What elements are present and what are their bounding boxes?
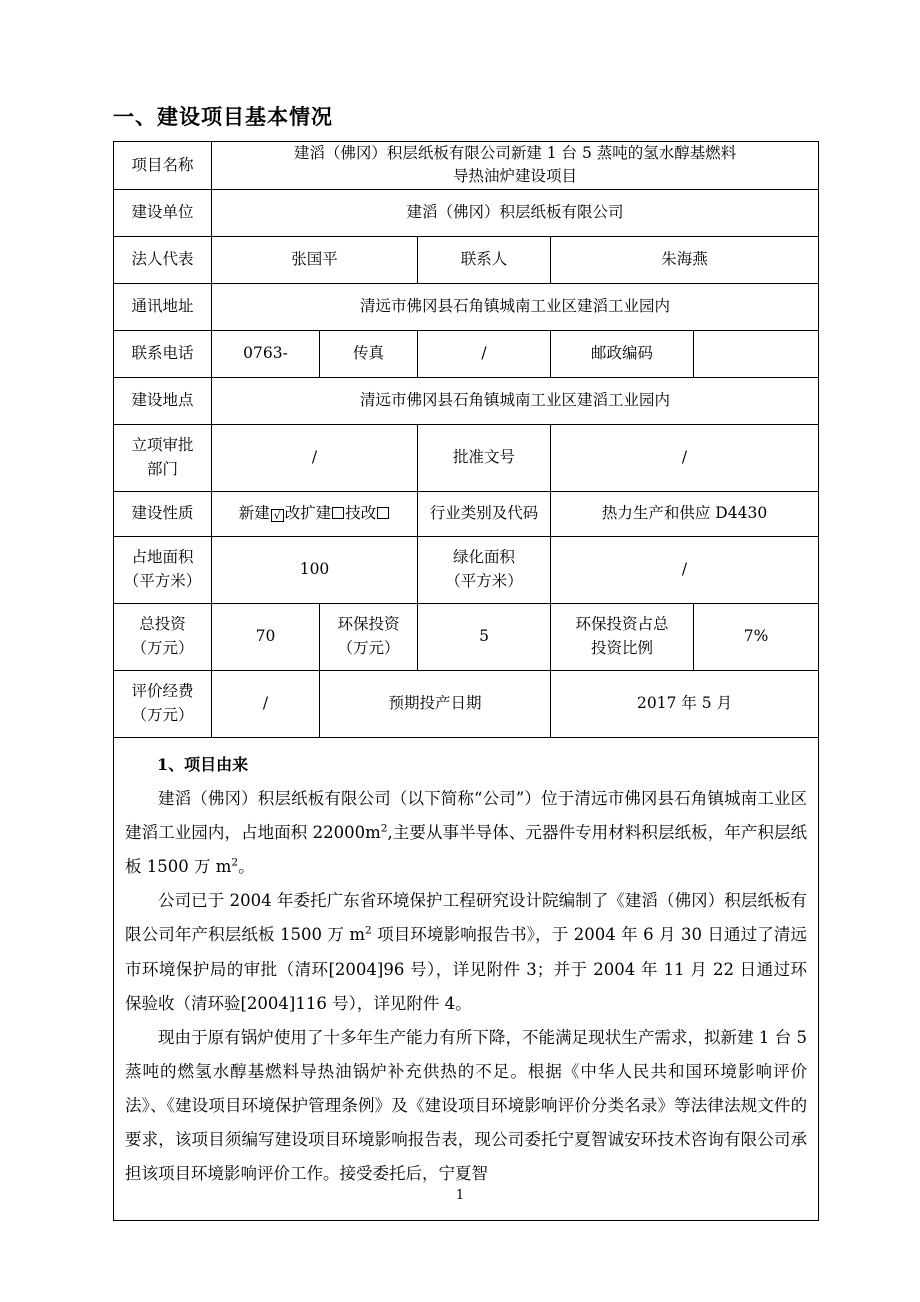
nature-option-new-label: 新建 — [238, 504, 270, 523]
label-env-investment-ratio — [551, 603, 694, 670]
value-construction-site: 清远市佛冈县石角镇城南工业区建滔工业园内 — [212, 377, 819, 424]
para2-part-b: 项目环境影响报告书》，于 2004 年 6 月 30 日通过了清远市环境保护局的审批（清环[2004]96 号），详见附件 3；并于 2004 年 11 月 22 日通过环保验收（清环验[2004]116 号），详见附件 4。 — [125, 925, 808, 1013]
approval-department-label-line2: 部门 — [146, 459, 178, 478]
env-ratio-label-line2: 投资比例 — [590, 638, 653, 657]
para1-part-b: ,主要从事半导体、元器件专用材料积层纸板，年产积层纸板 1500 万 m — [125, 823, 808, 877]
table-row-body-text — [114, 737, 819, 1220]
project-name-line2: 导热油炉建设项目 — [453, 167, 578, 186]
project-origin-section — [114, 737, 819, 1220]
total-investment-label-line1: 总投资 — [139, 615, 186, 634]
table-row-project-name — [114, 142, 819, 190]
env-investment-label-line2: （万元） — [337, 638, 400, 657]
label-green-area — [418, 536, 551, 603]
nature-option-techupgrade-checkbox[interactable] — [377, 507, 389, 519]
value-postcode — [694, 330, 819, 377]
land-area-label-line1: 占地面积 — [131, 548, 194, 567]
table-row-mailing-address — [114, 283, 819, 330]
evaluation-fee-label-line1: 评价经费 — [131, 682, 194, 701]
table-row-construction-nature — [114, 491, 819, 536]
value-approval-department: / — [212, 424, 418, 491]
project-origin-heading: 1、项目由来 — [157, 754, 249, 774]
value-legal-representative: 张国平 — [212, 236, 418, 283]
para1-sup-2: 2 — [231, 856, 239, 869]
value-production-date: 2017 年 5 月 — [551, 670, 819, 737]
project-name-line1: 建滔（佛冈）积层纸板有限公司新建 1 台 5 蒸吨的氢水醇基燃料 — [293, 144, 737, 162]
label-construction-site: 建设地点 — [114, 377, 212, 424]
table-row-legal-representative — [114, 236, 819, 283]
label-total-investment — [114, 603, 212, 670]
value-mailing-address: 清远市佛冈县石角镇城南工业区建滔工业园内 — [212, 283, 819, 330]
green-area-label-line2: （平方米） — [445, 571, 523, 590]
evaluation-fee-label-line2: （万元） — [131, 705, 194, 724]
label-fax: 传真 — [320, 330, 418, 377]
label-production-date: 预期投产日期 — [320, 670, 551, 737]
para1-part-a: 建滔（佛冈）积层纸板有限公司（以下简称“公司”）位于清远市佛冈县石角镇城南工业区建滔工业园内，占地面积 22000m — [125, 788, 808, 843]
para1-sup-1: 2 — [380, 822, 388, 835]
label-env-investment — [320, 603, 418, 670]
para1-part-c: 。 — [238, 857, 255, 877]
value-phone: 0763- — [212, 330, 320, 377]
total-investment-label-line2: （万元） — [131, 638, 194, 657]
approval-department-label-line1: 立项审批 — [131, 436, 194, 455]
value-construction-unit: 建滔（佛冈）积层纸板有限公司 — [212, 189, 819, 236]
label-approval-department — [114, 424, 212, 491]
nature-option-techupgrade-label: 技改 — [345, 504, 377, 523]
value-fax: / — [418, 330, 551, 377]
project-basic-info-table — [113, 141, 819, 1221]
value-total-investment: 70 — [212, 603, 320, 670]
green-area-label-line1: 绿化面积 — [452, 548, 515, 567]
land-area-label-line2: （平方米） — [123, 571, 202, 590]
label-evaluation-fee — [114, 670, 212, 737]
value-contact-person: 朱海燕 — [551, 236, 819, 283]
table-row-construction-site — [114, 377, 819, 424]
value-land-area: 100 — [212, 536, 418, 603]
env-ratio-label-line1: 环保投资占总 — [575, 615, 669, 634]
value-green-area: / — [551, 536, 819, 603]
table-row-evaluation-fee — [114, 670, 819, 737]
label-contact-person: 联系人 — [418, 236, 551, 283]
label-approval-doc-number: 批准文号 — [418, 424, 551, 491]
label-legal-representative: 法人代表 — [114, 236, 212, 283]
project-origin-paragraph-2 — [125, 884, 807, 1021]
label-project-name: 项目名称 — [114, 142, 212, 190]
project-origin-paragraph-3: 现由于原有锅炉使用了十多年生产能力有所下降，不能满足现状生产需求，拟新建 1 台 5 蒸吨的燃氢水醇基燃料导热油锅炉补充供热的不足。根据《中华人民共和国环境影响评价法》、《建设项目环境保护管理条例》及《建设项目环境影响评价分类名录》等法律法规文件的要求，该项目须编写建设项目环境影响报告表，现公司委托宁夏智诚安环技术咨询有限公司承担该项目环境影响评价工作。接受委托后，宁夏智 — [125, 1027, 808, 1184]
project-origin-paragraph-1 — [125, 782, 807, 884]
label-construction-nature: 建设性质 — [114, 491, 212, 536]
label-construction-unit: 建设单位 — [114, 189, 212, 236]
table-row-construction-unit — [114, 189, 819, 236]
page-number: 1 — [455, 1188, 465, 1203]
value-project-name — [212, 142, 819, 190]
value-approval-doc-number: / — [551, 424, 819, 491]
page-title: 一、建设项目基本情况 — [113, 104, 333, 129]
label-mailing-address: 通讯地址 — [114, 283, 212, 330]
nature-option-expansion-checkbox[interactable] — [332, 507, 344, 519]
label-postcode: 邮政编码 — [551, 330, 694, 377]
label-phone: 联系电话 — [114, 330, 212, 377]
nature-option-new-checkbox[interactable]: √ — [271, 509, 284, 522]
value-construction-nature — [212, 491, 418, 536]
table-row-approval-department — [114, 424, 819, 491]
table-row-land-area — [114, 536, 819, 603]
para2-part-a: 公司已于 2004 年委托广东省环境保护工程研究设计院编制了《建滔（佛冈）积层纸板有限公司年产积层纸板 1500 万 m — [125, 891, 808, 945]
nature-option-expansion-label: 改扩建 — [284, 504, 332, 523]
value-env-investment-ratio: 7% — [694, 603, 819, 670]
label-industry-category: 行业类别及代码 — [418, 491, 551, 536]
value-industry-category: 热力生产和供应 D4430 — [551, 491, 819, 536]
value-env-investment: 5 — [418, 603, 551, 670]
label-land-area — [114, 536, 212, 603]
table-row-phone — [114, 330, 819, 377]
env-investment-label-line1: 环保投资 — [337, 615, 400, 634]
table-row-investment — [114, 603, 819, 670]
para2-sup-1: 2 — [365, 924, 372, 937]
value-evaluation-fee: / — [212, 670, 320, 737]
